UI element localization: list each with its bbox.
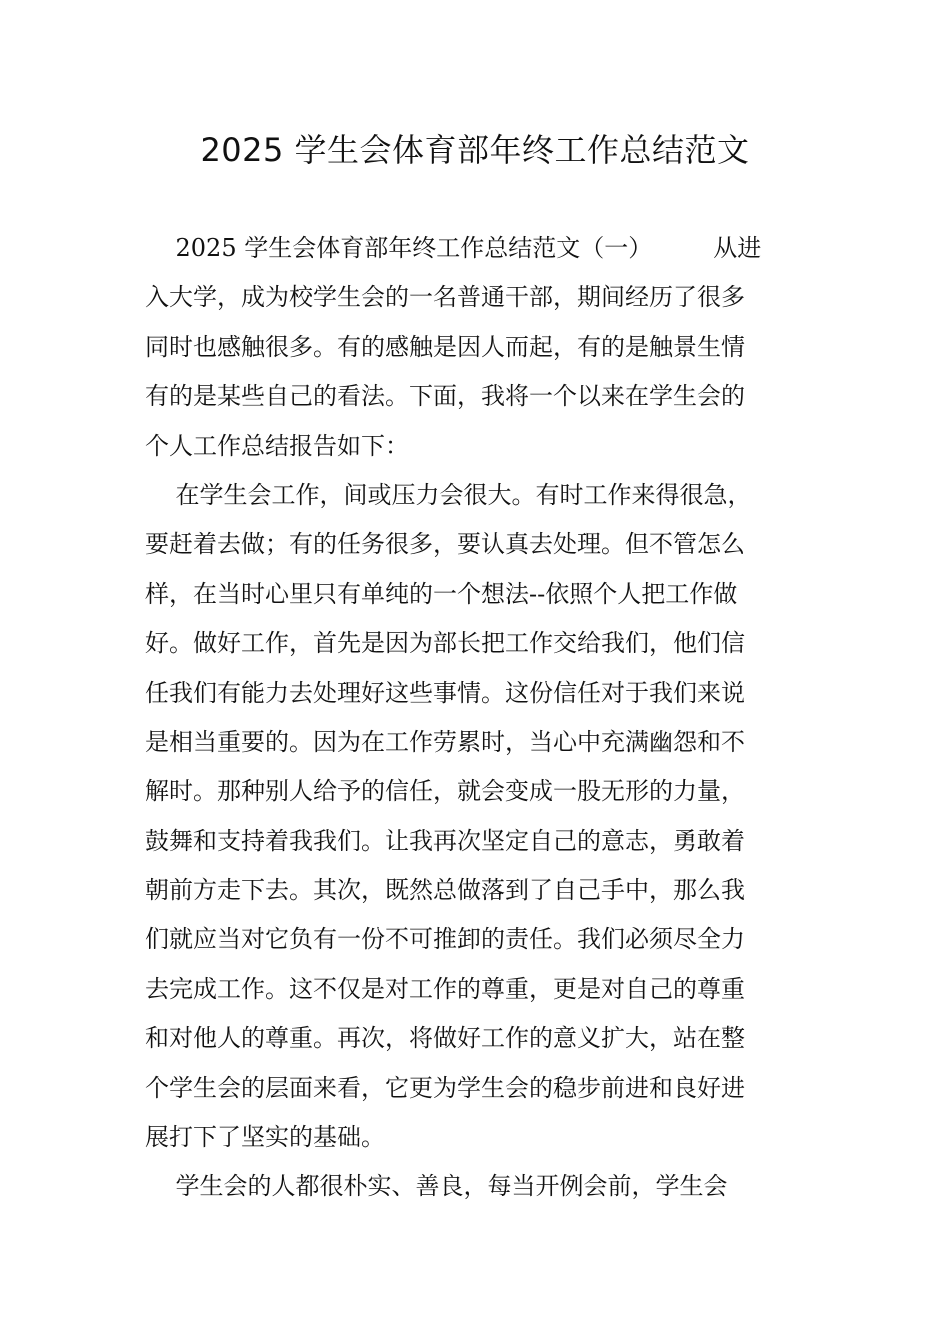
text-line: 要赶着去做；有的任务很多，要认真去处理。但不管怎么: [145, 530, 745, 559]
text-line: 展打下了坚实的基础。: [145, 1123, 385, 1152]
document-title: 2025 学生会体育部年终工作总结范文: [200, 131, 750, 169]
text-line: 朝前方走下去。其次，既然总做落到了自己手中，那么我: [145, 876, 745, 905]
text-line: 是相当重要的。因为在工作劳累时，当心中充满幽怨和不: [145, 727, 745, 756]
text-line: 入大学，成为校学生会的一名普通干部，期间经历了很多: [145, 283, 745, 312]
text-line: 鼓舞和支持着我我们。让我再次坚定自己的意志，勇敢着: [145, 826, 745, 855]
text-line: 任我们有能力去处理好这些事情。这份信任对于我们来说: [145, 678, 745, 707]
text-line: 和对他人的尊重。再次，将做好工作的意义扩大，站在整: [145, 1024, 745, 1053]
text-line: 个人工作总结报告如下：: [145, 431, 409, 460]
text-line: 2025 学生会体育部年终工作总结范文（一） 从进: [145, 234, 762, 262]
text-line: 有的是某些自己的看法。下面，我将一个以来在学生会的: [145, 382, 745, 411]
text-line: 们就应当对它负有一份不可推卸的责任。我们必须尽全力: [145, 925, 745, 954]
text-line: 样，在当时心里只有单纯的一个想法--依照个人把工作做: [145, 579, 738, 608]
document-body: [145, 224, 815, 1212]
text-line: 个学生会的层面来看，它更为学生会的稳步前进和良好进: [145, 1073, 745, 1102]
text-line: 好。做好工作，首先是因为部长把工作交给我们，他们信: [145, 629, 745, 658]
text-line: 去完成工作。这不仅是对工作的尊重，更是对自己的尊重: [145, 974, 745, 1003]
text-line: 解时。那种别人给予的信任，就会变成一股无形的力量，: [145, 777, 745, 806]
text-line: 在学生会工作，间或压力会很大。有时工作来得很急，: [145, 480, 752, 509]
text-line: 同时也感触很多。有的感触是因人而起，有的是触景生情: [145, 332, 745, 361]
text-line: 学生会的人都很朴实、善良，每当开例会前，学生会: [145, 1172, 728, 1201]
